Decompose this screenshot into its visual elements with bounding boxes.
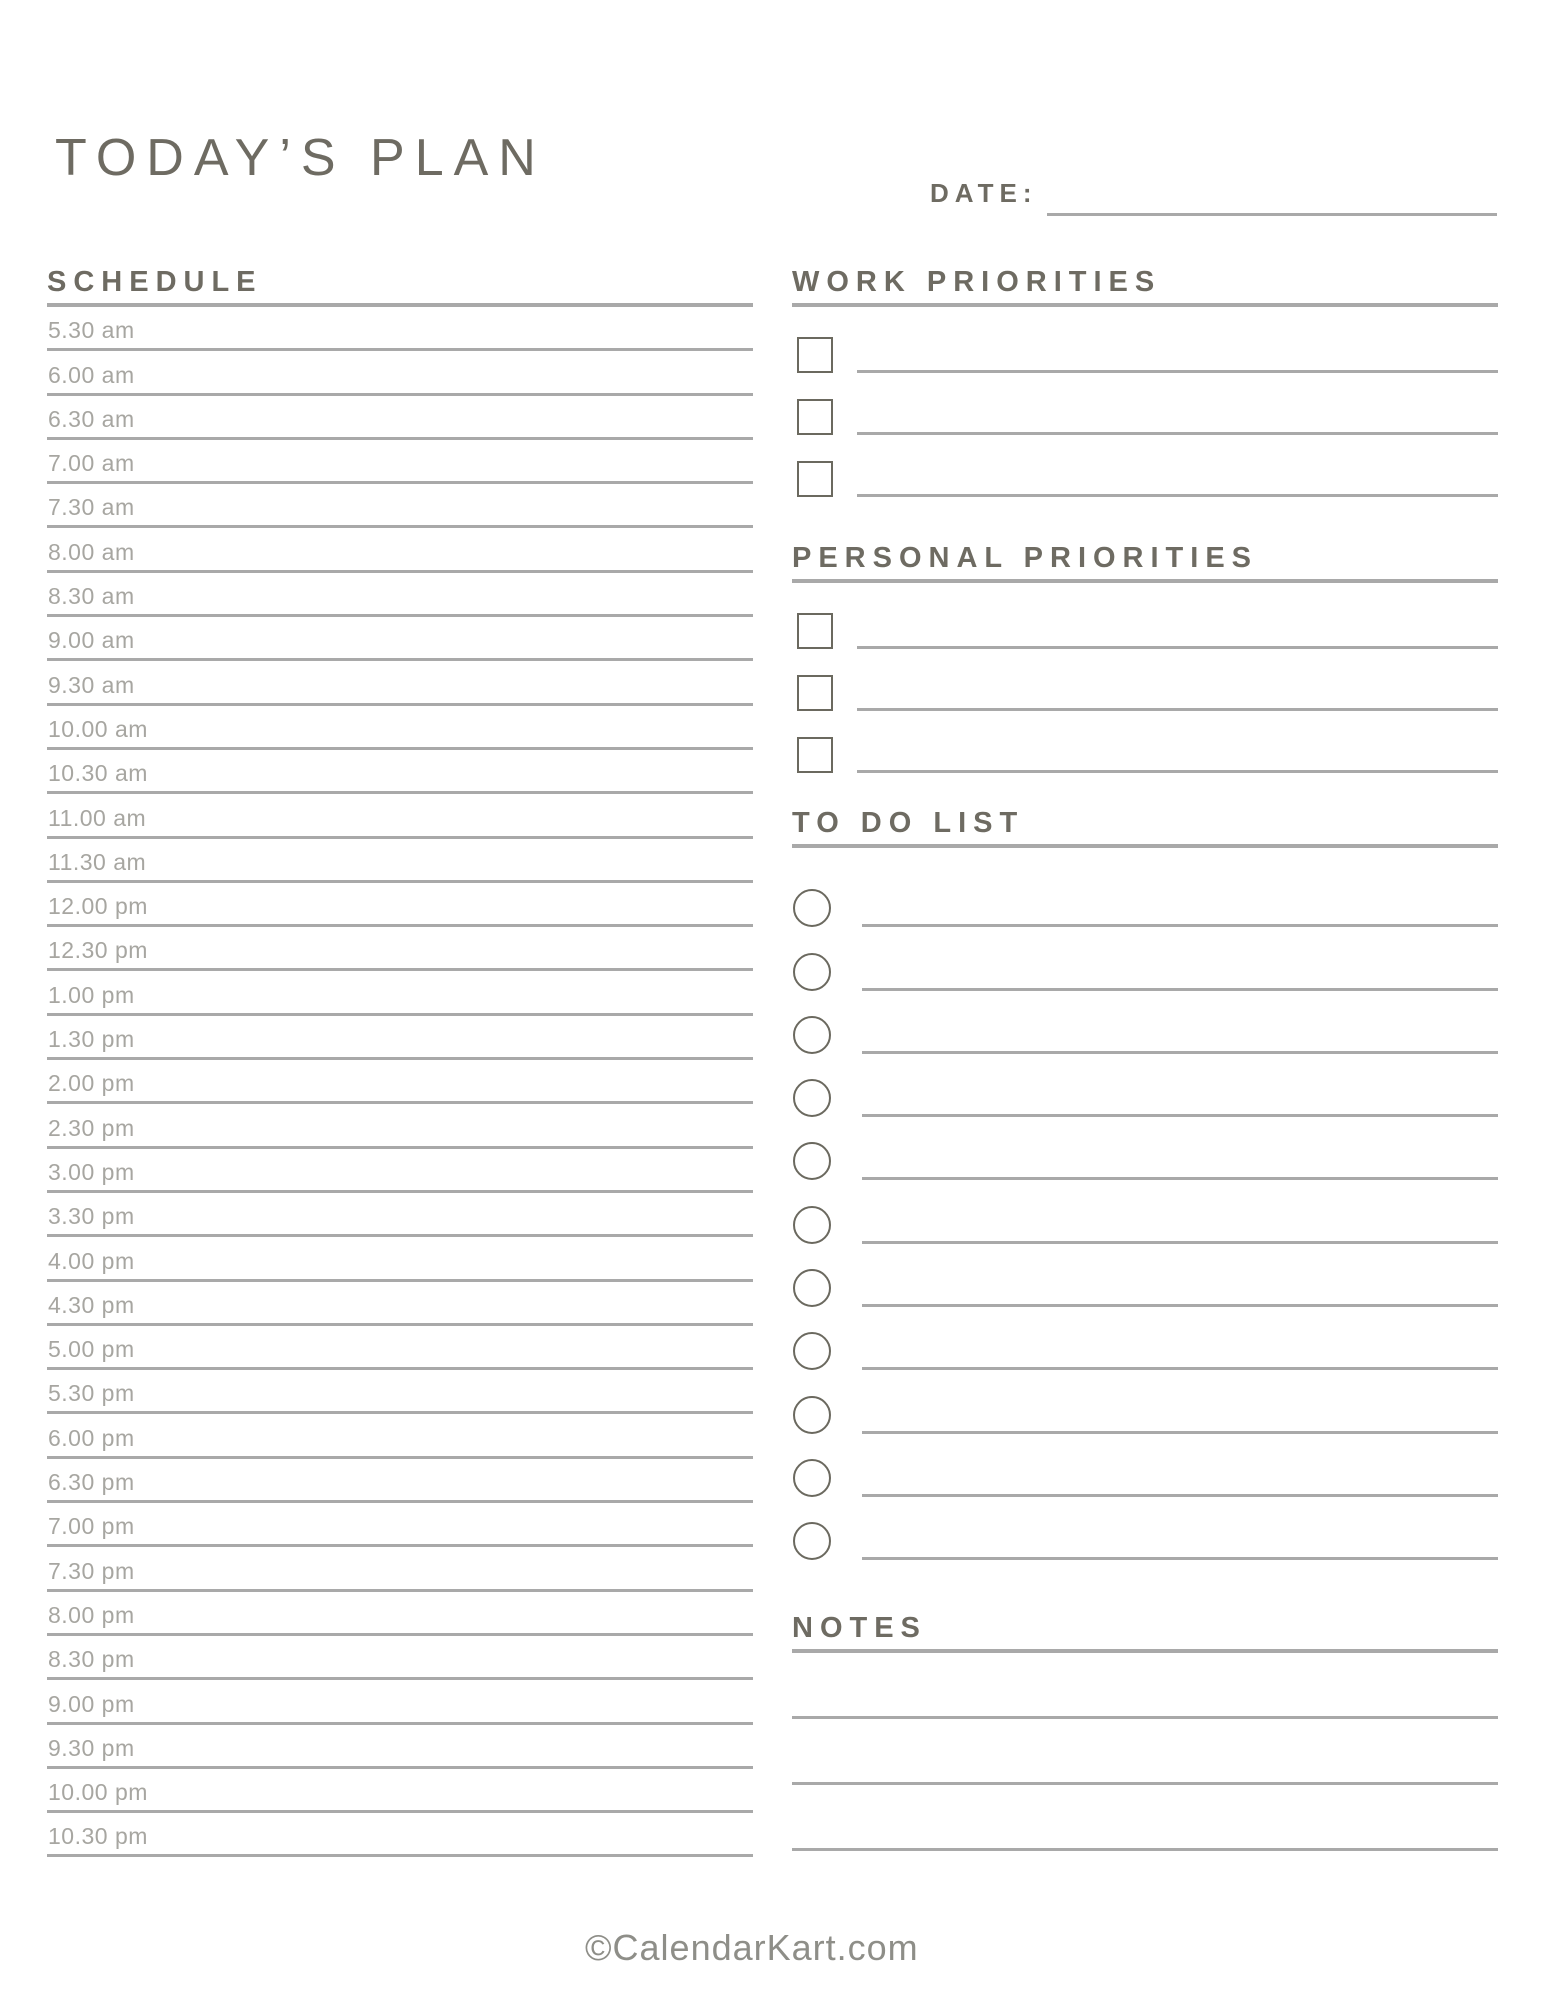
schedule-time-label: 3.00 pm	[48, 1158, 135, 1185]
personal-priorities-section	[792, 544, 1498, 773]
circle-bullet-icon	[793, 1142, 831, 1180]
personal-priorities-rows	[792, 587, 1498, 773]
personal-priorities-heading: PERSONAL PRIORITIES	[792, 542, 1259, 574]
schedule-time-label: 8.30 am	[48, 583, 135, 610]
todo-row	[792, 1434, 1498, 1497]
checkbox-icon	[797, 737, 833, 773]
schedule-time-label: 3.30 pm	[48, 1203, 135, 1230]
todo-row	[792, 1307, 1498, 1370]
schedule-time-label: 9.30 pm	[48, 1734, 135, 1761]
note-blank-line	[792, 1653, 1498, 1719]
schedule-time-label: 9.00 pm	[48, 1690, 135, 1717]
schedule-row	[47, 351, 753, 395]
todo-row	[792, 1117, 1498, 1180]
schedule-time-label: 10.30 am	[48, 760, 148, 787]
blank-line	[857, 432, 1498, 435]
schedule-row	[47, 396, 753, 440]
todo-row	[792, 927, 1498, 990]
schedule-time-label: 7.00 pm	[48, 1513, 135, 1540]
date-label: DATE:	[930, 178, 1038, 208]
schedule-rows	[47, 307, 753, 1857]
circle-bullet-icon	[793, 1269, 831, 1307]
circle-bullet-icon	[793, 1522, 831, 1560]
schedule-time-label: 12.00 pm	[48, 893, 148, 920]
schedule-time-label: 6.30 pm	[48, 1469, 135, 1496]
schedule-row	[47, 661, 753, 705]
note-blank-line	[792, 1719, 1498, 1785]
schedule-row	[47, 927, 753, 971]
schedule-row	[47, 573, 753, 617]
schedule-row	[47, 794, 753, 838]
circle-bullet-icon	[793, 1079, 831, 1117]
schedule-row	[47, 1769, 753, 1813]
work-priorities-heading: WORK PRIORITIES	[792, 266, 1162, 298]
schedule-time-label: 6.00 am	[48, 361, 135, 388]
blank-line	[862, 1177, 1498, 1180]
circle-bullet-icon	[793, 953, 831, 991]
notes-heading: NOTES	[792, 1612, 927, 1644]
todo-rows	[792, 864, 1498, 1560]
circle-bullet-icon	[793, 1332, 831, 1370]
schedule-row	[47, 1237, 753, 1281]
schedule-row	[47, 1414, 753, 1458]
todo-heading-rule	[792, 844, 1498, 848]
schedule-heading: SCHEDULE	[47, 266, 263, 298]
page-title: TODAY’S PLAN	[55, 129, 546, 187]
todo-row	[792, 1244, 1498, 1307]
blank-line	[862, 1367, 1498, 1370]
schedule-row	[47, 1193, 753, 1237]
blank-line	[857, 370, 1498, 373]
schedule-time-label: 11.30 am	[48, 848, 147, 875]
schedule-time-label: 2.00 pm	[48, 1070, 135, 1097]
work-priority-row	[792, 373, 1498, 435]
schedule-row	[47, 1547, 753, 1591]
schedule-time-label: 9.00 am	[48, 627, 135, 654]
schedule-time-label: 1.00 pm	[48, 981, 135, 1008]
schedule-time-label: 5.00 pm	[48, 1336, 135, 1363]
checkbox-icon	[797, 613, 833, 649]
blank-line	[857, 646, 1498, 649]
schedule-row	[47, 750, 753, 794]
schedule-row	[47, 307, 753, 351]
work-priority-row	[792, 435, 1498, 497]
schedule-time-label: 6.30 am	[48, 405, 135, 432]
notes-section	[792, 1614, 1498, 1851]
schedule-time-label: 4.30 pm	[48, 1291, 135, 1318]
blank-line	[862, 1431, 1498, 1434]
schedule-time-label: 10.00 pm	[48, 1779, 148, 1806]
note-blank-line	[792, 1785, 1498, 1851]
circle-bullet-icon	[793, 1206, 831, 1244]
schedule-time-label: 10.00 am	[48, 715, 148, 742]
personal-priority-row	[792, 711, 1498, 773]
todo-heading: TO DO LIST	[792, 807, 1025, 839]
schedule-time-label: 7.00 am	[48, 450, 135, 477]
blank-line	[862, 988, 1498, 991]
schedule-row	[47, 1592, 753, 1636]
work-priority-row	[792, 311, 1498, 373]
blank-line	[862, 924, 1498, 927]
date-blank-line	[1047, 213, 1497, 216]
schedule-time-label: 1.30 pm	[48, 1026, 135, 1053]
checkbox-icon	[797, 461, 833, 497]
schedule-row	[47, 1104, 753, 1148]
schedule-row	[47, 1813, 753, 1857]
circle-bullet-icon	[793, 1016, 831, 1054]
schedule-row	[47, 971, 753, 1015]
schedule-row	[47, 1149, 753, 1193]
schedule-row	[47, 1459, 753, 1503]
work-priorities-rows	[792, 311, 1498, 497]
schedule-row	[47, 1016, 753, 1060]
todo-row	[792, 1054, 1498, 1117]
work-priorities-heading-rule	[792, 303, 1498, 307]
schedule-row	[47, 484, 753, 528]
schedule-time-label: 5.30 pm	[48, 1380, 135, 1407]
blank-line	[857, 770, 1498, 773]
schedule-time-label: 12.30 pm	[48, 937, 148, 964]
blank-line	[857, 708, 1498, 711]
schedule-time-label: 7.30 am	[48, 494, 135, 521]
schedule-time-label: 4.00 pm	[48, 1247, 135, 1274]
schedule-row	[47, 706, 753, 750]
schedule-row	[47, 883, 753, 927]
blank-line	[862, 1304, 1498, 1307]
checkbox-icon	[797, 337, 833, 373]
todo-row	[792, 864, 1498, 927]
schedule-time-label: 7.30 pm	[48, 1557, 135, 1584]
circle-bullet-icon	[793, 1459, 831, 1497]
blank-line	[862, 1241, 1498, 1244]
checkbox-icon	[797, 675, 833, 711]
schedule-time-label: 10.30 pm	[48, 1823, 148, 1850]
schedule-time-label: 5.30 am	[48, 317, 135, 344]
schedule-row	[47, 1060, 753, 1104]
todo-row	[792, 1180, 1498, 1243]
schedule-row	[47, 440, 753, 484]
schedule-time-label: 6.00 pm	[48, 1424, 135, 1451]
schedule-row	[47, 1326, 753, 1370]
schedule-row	[47, 839, 753, 883]
work-priorities-section	[792, 268, 1498, 497]
schedule-row	[47, 1503, 753, 1547]
todo-row	[792, 991, 1498, 1054]
schedule-time-label: 9.30 am	[48, 671, 135, 698]
schedule-time-label: 11.00 am	[48, 804, 147, 831]
blank-line	[857, 494, 1498, 497]
checkbox-icon	[797, 399, 833, 435]
personal-priority-row	[792, 649, 1498, 711]
circle-bullet-icon	[793, 1396, 831, 1434]
blank-line	[862, 1494, 1498, 1497]
schedule-row	[47, 1636, 753, 1680]
blank-line	[862, 1051, 1498, 1054]
schedule-row	[47, 617, 753, 661]
blank-line	[862, 1557, 1498, 1560]
schedule-time-label: 2.30 pm	[48, 1114, 135, 1141]
schedule-time-label: 8.00 am	[48, 538, 135, 565]
date-row	[930, 180, 1497, 216]
personal-priority-row	[792, 587, 1498, 649]
schedule-time-label: 8.30 pm	[48, 1646, 135, 1673]
todo-row	[792, 1370, 1498, 1433]
schedule-row	[47, 1725, 753, 1769]
schedule-row	[47, 1680, 753, 1724]
schedule-section	[47, 268, 753, 1857]
todo-section	[792, 809, 1498, 1560]
notes-rows	[792, 1653, 1498, 1851]
schedule-row	[47, 1370, 753, 1414]
schedule-time-label: 8.00 pm	[48, 1601, 135, 1628]
blank-line	[862, 1114, 1498, 1117]
schedule-row	[47, 528, 753, 572]
todo-row	[792, 1497, 1498, 1560]
schedule-row	[47, 1282, 753, 1326]
footer-credit: ©CalendarKart.com	[585, 1927, 919, 1968]
circle-bullet-icon	[793, 889, 831, 927]
personal-priorities-heading-rule	[792, 579, 1498, 583]
